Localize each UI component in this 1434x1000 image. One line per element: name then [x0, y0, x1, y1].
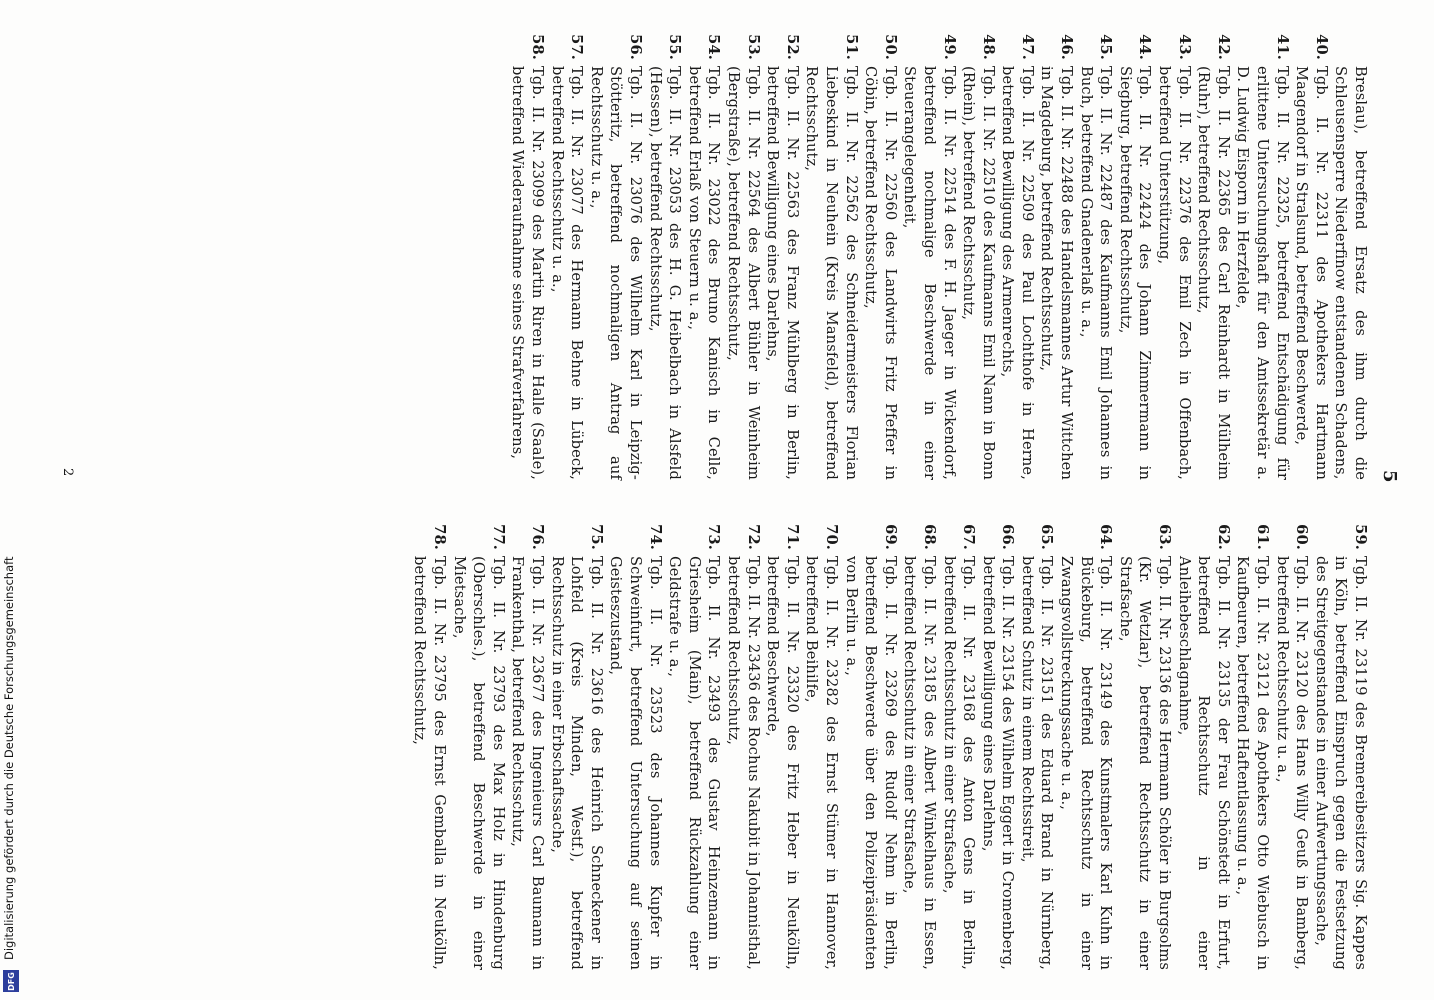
petition-entry	[1154, 30, 1193, 480]
petition-entry	[1194, 30, 1233, 480]
document-page	[40, 0, 1400, 1000]
entry-text: Tgb. II. Nr. 22376 des Emil Zech in Offenbach, betreffend Unterstützung,	[1156, 66, 1193, 480]
entry-text: Tgb. II. Nr. 23493 des Gustav Heinzemann in Griesheim (Main), betreffend Rückzahlung einer Geldstrafe u. a.,	[666, 556, 723, 970]
entry-text: Tgb. II. Nr. 23149 des Kunstmalers Karl Kuhn in Bückeburg, betreffend Rechtsschutz in einer Zwangsvollstreckungssache u. a.,	[1058, 556, 1115, 970]
petition-entry	[645, 30, 684, 480]
petition-entry	[998, 30, 1037, 480]
petition-entry	[665, 520, 724, 970]
petition-entry	[1017, 520, 1056, 970]
entry-number: 78.	[431, 524, 449, 550]
entry-text: Tgb. II. Nr. 22424 des Johann Zimmermann in Siegburg, betreffend Rechtsschutz,	[1116, 66, 1154, 480]
entry-number: 77.	[489, 524, 507, 550]
entry-number: 40.	[1312, 34, 1330, 60]
entry-text: Tgb. II. Nr. 22510 des Kaufmanns Emil Nann in Bonn (Rhein), betreffend Rechtsschutz,	[960, 66, 997, 480]
petition-entry	[684, 30, 723, 480]
entry-text: Tgb. II. Nr. 23795 des Ernst Gemballa in Neukölln, betreffend Rechtsschutz,	[411, 556, 449, 970]
entry-text: Tgb. II. Nr. 23793 des Max Holz in Hindenburg (Oberschles.), betreffend Beschwerde in einer Mietsache,	[450, 556, 507, 970]
petition-entry	[861, 30, 900, 480]
petition-entry	[1037, 30, 1076, 480]
petition-entry	[1076, 30, 1115, 480]
petition-entry	[959, 30, 998, 480]
petition-entry	[449, 520, 508, 970]
entry-text: Tgb. II. Nr. 23119 des Bremereibesitzers Sig. Kappes in Köln, betreffend Einspruch gegen die Festsetzung des Streitgegenstandes in einer Aufwertungssache,	[1312, 556, 1369, 970]
entry-number: 45.	[1097, 34, 1115, 60]
entry-number: 61.	[1254, 524, 1272, 550]
entry-number: 65.	[1038, 524, 1056, 550]
entry-text: Tgb. II. Nr. 23185 des Albert Winkelhaus in Essen, betreffend Rechtsschutz in einer Strafsache,	[901, 556, 938, 970]
digitization-footer	[0, 0, 22, 1000]
petition-entry	[900, 30, 959, 480]
entry-text: Tgb. II. Nr. 23135 der Frau Schönstedt in Erfurt, betreffend Rechtsschutz in einer Anleihebeschlagnahme,	[1175, 556, 1232, 970]
entry-number: 66.	[999, 524, 1017, 550]
left-entries	[508, 30, 1331, 480]
petition-entry	[547, 520, 606, 970]
entry-text: Tgb. II. Nr. 23022 des Bruno Kanisch in Celle, betreffend Erlaß von Steuern u. a.,	[685, 66, 723, 480]
entry-text: Tgb. II. Nr. 22563 des Franz Mühlberg in Berlin, betreffend Bewilligung eines Darlehns,	[764, 66, 801, 480]
petition-entry	[1233, 30, 1292, 480]
footer-text: Digitalisierung gefördert durch die Deutsche Forschungsgemeinschaft	[2, 556, 16, 960]
entry-number: 64.	[1097, 524, 1115, 550]
entry-text: Tgb. II. Nr. 23076 des Wilhelm Karl in Leipzig-Stötteritz, betreffend nochmaligen Antrag auf Rechtsschutz u. a.,	[587, 66, 645, 480]
petition-entry	[508, 520, 547, 970]
petition-entry	[1311, 520, 1370, 970]
entry-text: Tgb. II. Nr. 23168 des Anton Gens in Berlin, betreffend Rechtsschutz in einer Strafsache,	[940, 556, 978, 970]
entry-text: Tgb. II. Nr. 22325, betreffend Entschädigung für erlittene Untersuchungshaft für den Amtssekretär a. D. Ludwig Eisporn in Herzfelde,	[1234, 66, 1291, 480]
entry-text: Tgb. II. Nr. 23121 des Apothekers Otto Wiebusch in Kaufbeuren, betreffend Haftentlassung u. a.,	[1234, 556, 1272, 970]
entry-number: 76.	[529, 524, 547, 550]
entry-text: Tgb. II. Nr. 23136 des Hermann Schöler in Burgsolms (Kr. Wetzlar), betreffend Rechtsschutz in einer Strafsache,	[1116, 556, 1174, 970]
entry-number: 58.	[529, 34, 547, 60]
entry-number: 41.	[1273, 34, 1291, 60]
petition-entry	[978, 520, 1017, 970]
entry-number: 72.	[744, 524, 762, 550]
petition-entry	[547, 30, 586, 480]
entry-text: Tgb. II. Nr. 23151 des Eduard Brand in Nürnberg, betreffend Schutz in einem Rechtsstreit,	[1018, 556, 1056, 970]
entry-text: Tgb. II. Nr. 23320 des Fritz Heber in Neukölln, betreffend Beschwerde,	[764, 556, 801, 970]
entry-number: 60.	[1293, 524, 1311, 550]
entry-number: 53.	[744, 34, 762, 60]
entry-number: 70.	[822, 524, 840, 550]
entry-text: Tgb. II. Nr. 22311 des Apothekers Hartmann Maagendorf in Stralsund, betreffend Beschwerde,	[1293, 66, 1330, 480]
entry-text: Tgb. II. Nr. 23616 des Heinrich Schneckener in Lohfeld (Kreis Minden, Westf.), betreffend Rechtsschutz in einer Erbschaftssache,	[548, 556, 605, 970]
petition-entry	[802, 520, 841, 970]
petition-entry	[723, 30, 762, 480]
entry-number: 57.	[568, 34, 586, 60]
entry-number: 54.	[705, 34, 723, 60]
entry-text: Tgb. II. Nr. 23120 des Hans Willy Geuß in Bamberg, betreffend Rechtsschutz u. a.,	[1273, 556, 1311, 970]
right-entries	[410, 520, 1370, 970]
entry-number: 51.	[842, 34, 860, 60]
petition-entry	[763, 520, 802, 970]
entry-text: Tgb. II. Nr. 22509 des Paul Lochthofe in Herne, betreffend Bewilligung des Armenrechts,	[999, 66, 1036, 480]
petition-entry	[606, 520, 665, 970]
entry-text: Tgb. II. Nr. 22365 des Carl Reinhardt in Mülheim (Ruhr), betreffend Rechtsschutz,	[1195, 66, 1232, 480]
petition-entry	[508, 30, 547, 480]
entry-number: 47.	[1018, 34, 1036, 60]
entry-number: 74.	[646, 524, 664, 550]
entry-number: 68.	[920, 524, 938, 550]
page-number: 5	[1379, 470, 1400, 483]
petition-entry	[1115, 520, 1174, 970]
entry-number: 42.	[1214, 34, 1232, 60]
left-column	[508, 30, 1370, 480]
petition-entry	[1115, 30, 1154, 480]
entry-number: 62.	[1214, 524, 1232, 550]
entry-text: Tgb. II. Nr. 22562 des Schneidermeisters Florian Liebeskind in Neuhein (Kreis Mansfeld), betreffend Rechtsschutz,	[803, 66, 860, 480]
petition-entry	[763, 30, 802, 480]
entry-text: Tgb. II. Nr. 23154 des Wilhelm Eggert in Cromenberg, betreffend Bewilligung eines Darlehns,	[979, 556, 1017, 970]
entry-text: Tgb. II. Nr. 23099 des Martin Riren in Halle (Saale), betreffend Wiederaufnahme seines Strafverfahrens,	[509, 66, 547, 480]
petition-entry	[802, 30, 861, 480]
entry-number: 69.	[881, 524, 899, 550]
petition-entry	[1233, 520, 1272, 970]
entry-number: 46.	[1058, 34, 1076, 60]
petition-entry	[1057, 520, 1116, 970]
petition-entry	[939, 520, 978, 970]
entry-number: 63.	[1156, 524, 1174, 550]
entry-text: Tgb. II. Nr. 23269 des Rudolf Nehm in Berlin, betreffend Beschwerde über den Polizeipräsidenten von Berlin u. a.,	[842, 556, 899, 970]
entry-number: 59.	[1352, 524, 1369, 550]
entry-text: Tgb. II. Nr. 23053 des H. G. Heibelbach in Alsfeld (Hessen), betreffend Rechtsschutz,	[646, 66, 684, 480]
petition-entry	[723, 520, 762, 970]
entry-text: Tgb. II. Nr. 22560 des Landwirts Fritz Pfeffer in Cöbin, betreffend Rechtsschutz,	[862, 66, 899, 480]
entry-number: 43.	[1175, 34, 1193, 60]
entry-number: 50.	[881, 34, 899, 60]
entry-text: Tgb. II. Nr. 23077 des Hermann Behne in Lübeck, betreffend Rechtsschutz u. a.,	[548, 66, 586, 480]
entry-text: Tgb. II. Nr. 23436 des Rochus Nakubit in Johannisthal, betreffend Rechtsschutz,	[725, 556, 762, 970]
petition-entry	[1292, 30, 1331, 480]
petition-entry	[1174, 520, 1233, 970]
entry-number: 75.	[587, 524, 605, 550]
entry-text: Tgb. II. Nr. 23523 des Johannes Kupfer in Schweinfurt, betreffend Untersuchung auf seinen Geisteszustand,	[607, 556, 664, 970]
rotated-page-content	[40, 0, 1400, 1000]
right-column	[410, 520, 1370, 970]
dfg-logo: DFG	[3, 970, 19, 992]
petition-entry	[1272, 520, 1311, 970]
entry-number: 56.	[627, 34, 645, 60]
lead-in-text: Breslau), betreffend Ersatz des ihm durch die Schleusensperre Niederfinow entstandenen Schadens,	[1332, 66, 1369, 480]
petition-entry	[841, 520, 900, 970]
entry-text: Tgb. II. Nr. 22487 des Kaufmanns Emil Johannes in Buch, betreffend Gnadenerlaß u. a.,	[1077, 66, 1115, 480]
petition-entry	[900, 520, 939, 970]
signature-mark: 2	[60, 468, 75, 477]
entry-text: Tgb. II. Nr. 23677 des Ingenieurs Carl Baumann in Frankenthal, betreffend Rechtsschutz,	[509, 556, 547, 970]
entry-number: 55.	[666, 34, 684, 60]
entry-number: 67.	[960, 524, 978, 550]
petition-entry	[410, 520, 449, 970]
entry-number: 49.	[940, 34, 958, 60]
entry-text: Tgb. II. Nr. 23282 des Ernst Stümer in Hannover, betreffend Beihilfe,	[803, 556, 840, 970]
entry-number: 52.	[783, 34, 801, 60]
entry-number: 44.	[1136, 34, 1154, 60]
entry-text: Tgb. II. Nr. 22564 des Albert Bühler in Weinheim (Bergstraße), betreffend Rechtsschutz,	[725, 66, 762, 480]
entry-text: Tgb. II. Nr. 22488 des Handelsmannes Artur Wittchen in Magdeburg, betreffend Rechtsschutz,	[1038, 66, 1076, 480]
entry-text: Tgb. II. Nr. 22514 des F. H. Jaeger in Wickendorf, betreffend nochmalige Beschwerde in einer Steuerangelegenheit,	[901, 66, 958, 480]
petition-entry	[586, 30, 645, 480]
entry-number: 73.	[705, 524, 723, 550]
entry-number: 71.	[783, 524, 801, 550]
entry-number: 48.	[979, 34, 997, 60]
